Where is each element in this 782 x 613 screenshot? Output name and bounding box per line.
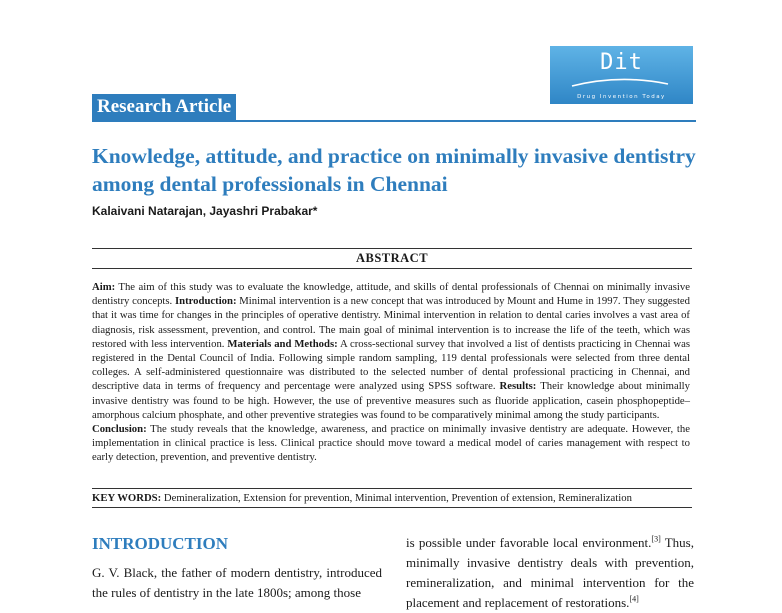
header-rule: [92, 120, 696, 122]
citation-ref[interactable]: [3]: [651, 534, 661, 544]
abstract-results-text: Their knowledge about minimally invasive dentistry was found to be high. However, the use of preventive measures such as fluoride application, casein phosphopeptide– amorphous calcium phosphate, and other preventive strategies was found to be comparatively minimal among the study participants.: [92, 380, 690, 421]
abstract-results-label: Results:: [499, 380, 537, 393]
article-title: Knowledge, attitude, and practice on minimally invasive dentistry among dental professionals in Chennai: [92, 144, 696, 196]
citation-ref[interactable]: [4]: [629, 594, 639, 604]
abstract-body: [92, 280, 690, 465]
introduction-right-column: [406, 533, 694, 613]
intro-right-text-b: Thus, minimally invasive dentistry deals with prevention, remineralization, and minimal intervention for the placement and replacement of restorations.: [406, 535, 694, 610]
abstract-methods-text: A cross-sectional survey that involved a list of dentists practicing in Chennai was registered in the Dental Council of India. Following simple random sampling, 119 dental professionals were selected from three dental colleges. A self-administered questionnaire was distributed to the selected number of dental professional practicing in Chennai, and descriptive data in terms of frequency and percentage were analyzed using SPSS software.: [92, 337, 690, 393]
intro-right-text-a: is possible under favorable local environment.: [406, 535, 652, 550]
logo-swoosh-icon: [570, 76, 670, 90]
abstract-heading: ABSTRACT: [92, 248, 692, 269]
abstract-conclusion-label: Conclusion:: [92, 423, 147, 436]
abstract-intro-text: Minimal intervention is a new concept that was introduced by Mount and Hume in 1997. They suggested that it was time for changes in the principles of operative dentistry. Minimal intervention in relation to dental caries involves a vast area of diagnosis, risk assessment, prevention, and control. The main goal of minimal intervention is to increase the life of the teeth, which was restored with less intervention.: [92, 295, 690, 350]
introduction-heading: INTRODUCTION: [92, 534, 229, 553]
logo-tagline: Drug Invention Today: [577, 94, 666, 100]
keywords-label: KEY WORDS:: [92, 492, 162, 504]
keywords-bar: [92, 488, 692, 508]
abstract-intro-label: Introduction:: [174, 295, 237, 308]
author-list: Kalaivani Natarajan, Jayashri Prabakar*: [92, 204, 318, 218]
abstract-conclusion-text: The study reveals that the knowledge, awareness, and practice on minimally invasive dentistry are adequate. However, the implementation in clinical practice is less. Clinical practice should move toward a medical model of caries management with respect to early detection, prevention, and preventive dentistry.: [92, 423, 690, 464]
logo-text: Dit: [600, 50, 643, 75]
abstract-methods-label: Materials and Methods:: [227, 337, 338, 350]
abstract-aim-label: Aim:: [92, 281, 116, 293]
abstract-aim-text: The aim of this study was to evaluate the knowledge, attitude, and skills of dental professionals of Chennai on minimally invasive dentistry concepts.: [92, 281, 690, 308]
journal-logo: [550, 46, 693, 104]
keywords-text: Demineralization, Extension for prevention, Minimal intervention, Prevention of extension, Remineralization: [161, 492, 632, 504]
article-type-badge: Research Article: [92, 94, 236, 120]
introduction-left-column: G. V. Black, the father of modern dentistry, introduced the rules of dentistry in the late 1800s; among those: [92, 565, 382, 600]
